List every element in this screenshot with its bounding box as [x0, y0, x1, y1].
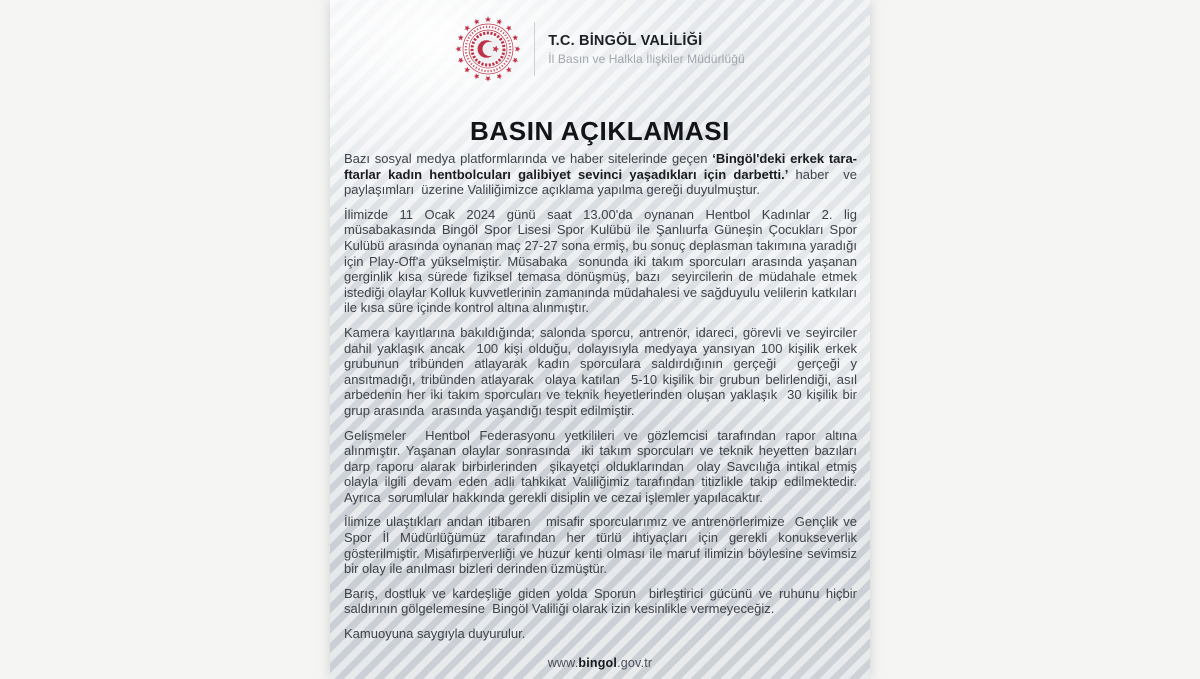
- government-emblem-icon: [455, 16, 521, 82]
- letterhead: [330, 16, 870, 82]
- press-release-paragraph: Bazı sosyal medya platformlarında ve haber sitelerinde geçen ‘Bingöl'deki erkek tara-ftarlar kadın hentbolcuları galibiyet sevinci yaşadıkları için darbetti.’ haber ve paylaşımları üzerine Valiliğimizce açıklama yapılma gereği duyulmuştur.: [344, 151, 861, 198]
- footer-url-prefix: www.: [547, 656, 579, 670]
- closing-line: Kamuoyuna saygıyla duyurulur.: [344, 626, 526, 642]
- footer-url[interactable]: [330, 656, 870, 670]
- press-release-body: [344, 151, 861, 642]
- press-release-paragraph: Kamera kayıtlarına bakıldığında; salonda sporcu, antrenör, idareci, görevli ve seyirciler dahil yaklaşık ancak 100 kişi olduğu, dolayısıyla medyaya yansıyan 100 kişilik erkek grubunun tribünden atlayarak kadın sporculara saldırdığının gerçeği gerçeği y ansıtmadığı, tribünden atlayarak olaya katılan 5-10 kişilik bir grubun belirlendiği, asıl arbedenin her iki takım sporcuları ve teknik heyetlerinden oluşan yaklaşık 30 kişilik bir grup arasında arasında yaşandığı tespit edilmiştir.: [344, 324, 861, 418]
- press-release-card: [330, 0, 870, 679]
- footer-url-suffix: .gov.tr: [617, 656, 653, 670]
- page-title: BASIN AÇIKLAMASI: [470, 116, 730, 146]
- bold-quote-text: ‘Bingöl'deki erkek tara-ftarlar kadın hentbolcuları galibiyet sevinci yaşadıkları için darbetti.’: [344, 151, 857, 182]
- org-title: T.C. BİNGÖL VALİLİĞİ: [548, 32, 703, 49]
- press-release-paragraph: Gelişmeler Hentbol Federasyonu yetkilileri ve gözlemcisi tarafından rapor altına alınmıştır. Yaşanan olaylar sonrasında iki takım sporcuları ve teknik heyetten bazıları darp raporu alarak birbirlerinden şikayetçi olduklarından olay Savcılığa intikal etmiş olayla ilgili devam eden adli tahkikat Valiliğimiz tarafından titizlikle takip edilmektedir. Ayrıca sorumlular hakkında gerekli disiplin ve cezai işlemler yapılacaktır.: [344, 427, 861, 505]
- press-release-paragraph: İlimizde 11 Ocak 2024 günü saat 13.00'da oynanan Hentbol Kadınlar 2. lig müsabakasında Bingöl Spor Lisesi Spor Kulübü ile Şanlıurfa Güneşin Çocukları Spor Kulübü arasında oynanan maç 27-27 sona ermiş, bu sonuç deplasman takımına yaradığı için Play-Off'a yükselmiştir. Müsabaka sonunda iki takım sporcuları arasında yaşanan gerginlik kısa sürede fiziksel temasa dönüşmüş, bazı seyircilerin de müdahale etmek istediği olaylar Kolluk kuvvetlerinin zamanında müdahalesi ve sağduyulu velilerin katkıları ile kısa süre içinde kontrol altına alınmıştır.: [344, 206, 861, 316]
- header-divider: [534, 22, 535, 76]
- press-release-paragraph: İlimize ulaştıkları andan itibaren misafir sporcularımız ve antrenörlerimize Gençlik ve Spor İl Müdürlüğümüz tarafından her türlü ihtiyaçları için gerekli konukseverlik gösterilmiştir. Misafirperverliği ve huzur kenti olması ile maruf ilimizin böylesine sevimsiz bir olay ile anılması bizleri derinden üzmüştür.: [344, 514, 861, 577]
- footer-url-bold: bingol: [578, 656, 618, 670]
- org-subtitle: İl Basın ve Halkla İlişkiler Müdürlüğü: [548, 51, 745, 66]
- press-release-paragraph: Barış, dostluk ve kardeşliğe giden yolda Sporun birleştirici gücünü ve ruhunu hiçbir saldırının gölgelemesine Bingöl Valiliği olarak izin kesinlikle vermeyeceğiz.: [344, 585, 861, 617]
- org-identity: [548, 33, 745, 66]
